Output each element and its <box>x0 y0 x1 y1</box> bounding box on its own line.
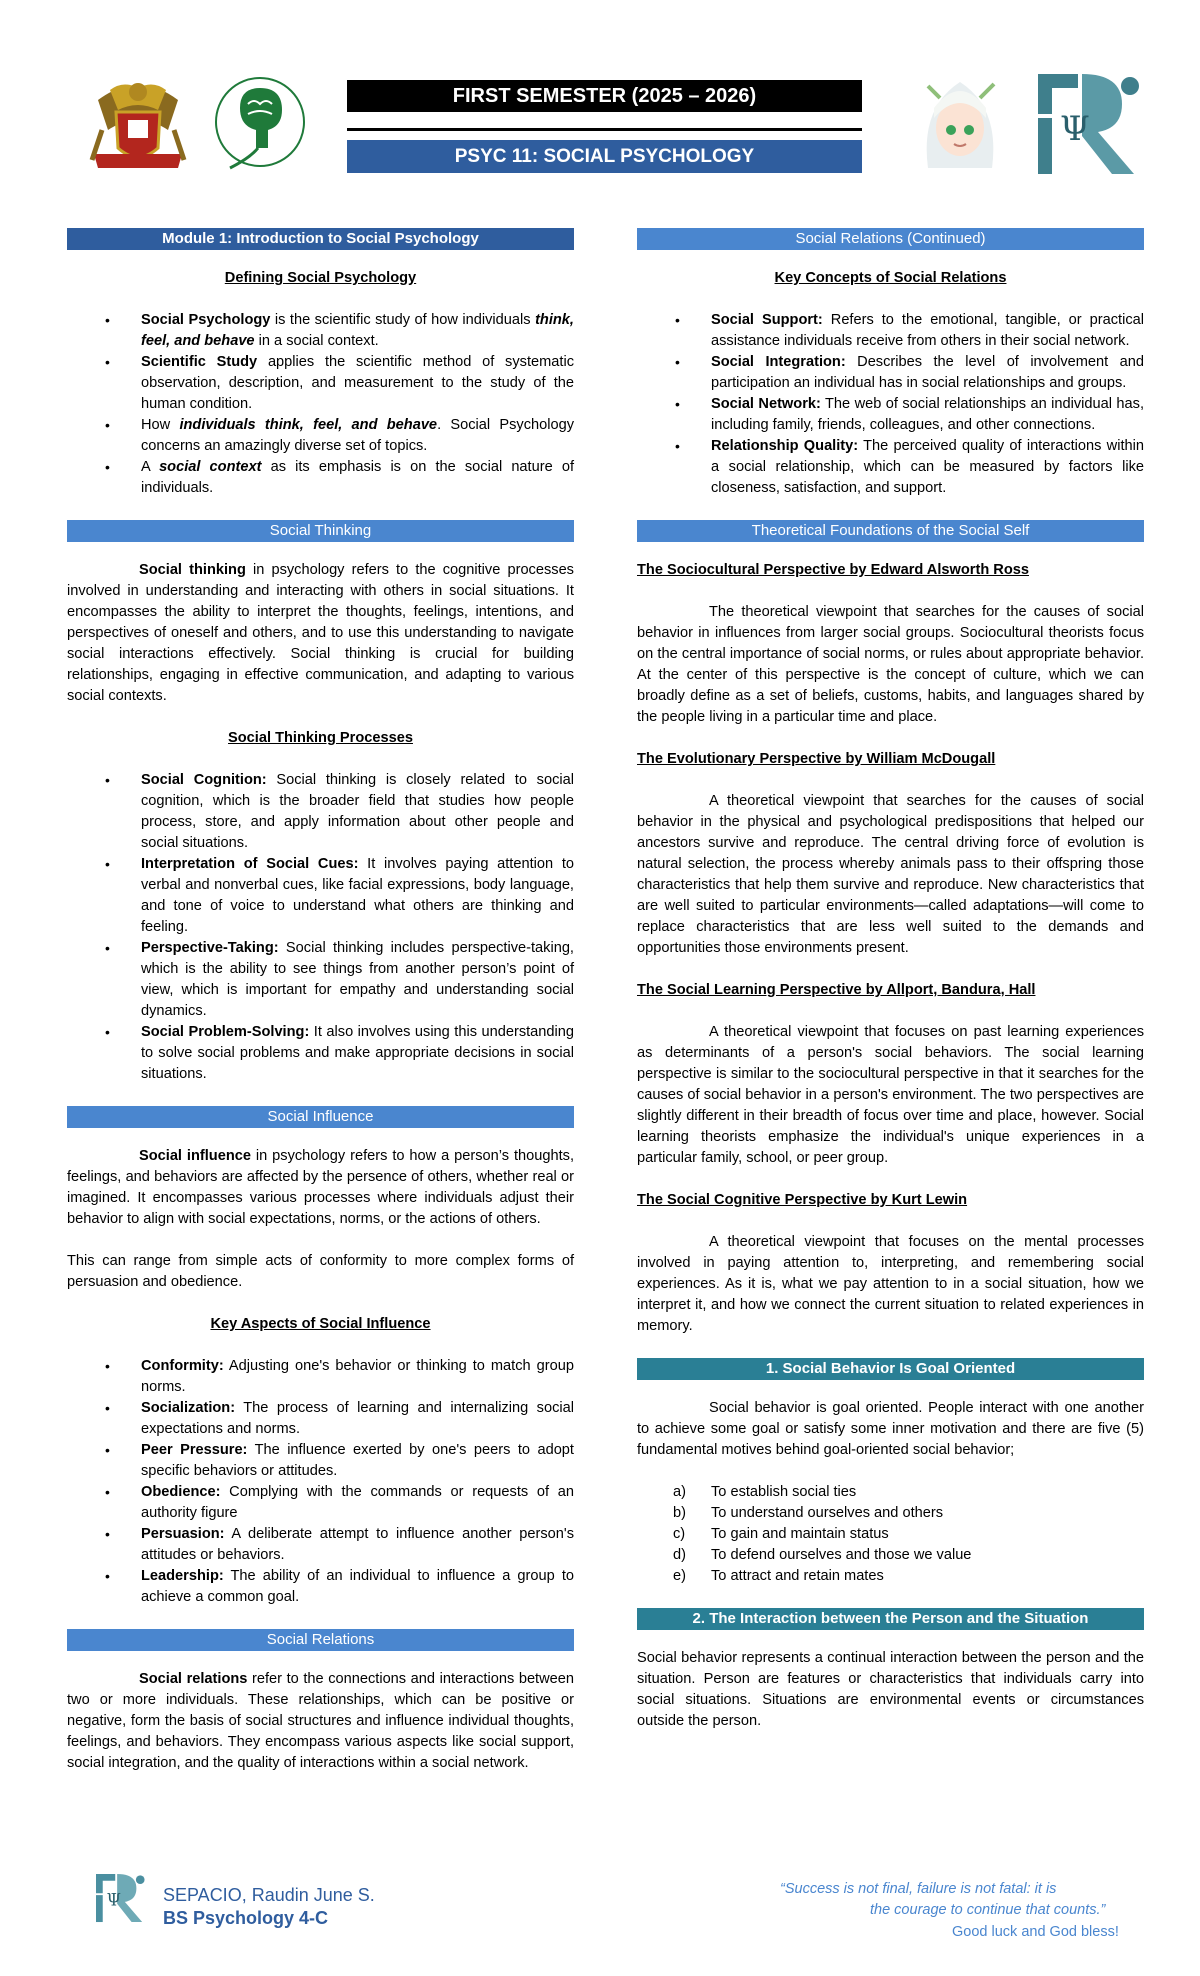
university-brain-logo-icon <box>210 68 310 180</box>
list-item: a) To establish social ties <box>673 1484 857 1500</box>
semester-banner: FIRST SEMESTER (2025 – 2026) <box>347 80 862 112</box>
quote-line-1: “Success is not final, failure is not fatal: it is <box>780 1881 1057 1897</box>
goal-oriented-paragraph: Social behavior is goal oriented. People interact with one another to achieve some goal or satisfy some inner motivation and there are five (5) fundamental motives behind goal-oriented social behavior; <box>637 1400 1144 1458</box>
header-divider <box>347 128 862 131</box>
perspective-text-sociocultural: The theoretical viewpoint that searches for the causes of social behavior in influences from larger social groups. Sociocultural theorists focus on the central importance of social norms, or rules about appropriate behavior. At the center of this perspective is the concept of culture, which we can broadly define as a set of beliefs, customs, habits, and languages shared by the people living in a particular time and place. <box>637 604 1144 725</box>
author-course: BS Psychology 4-C <box>163 1908 329 1928</box>
social-influence-paragraph: Social influence in psychology refers to how a person’s thoughts, feelings, and behaviors are affected by the persence of others, whether real or imagined. It encompasses various processes where individuals adjust their behavior to align with social expectations, norms, or the actions of others. <box>67 1148 574 1227</box>
motives-list <box>637 1482 1144 1587</box>
foundations-band: Theoretical Foundations of the Social Self <box>637 520 1144 542</box>
list-item: • Peer Pressure: The influence exerted by one's peers to adopt specific behaviors or attitudes. <box>67 1440 574 1482</box>
concepts-title: Key Concepts of Social Relations <box>774 270 1007 286</box>
concepts-list <box>637 310 1144 499</box>
list-item: • Interpretation of Social Cues: It involves paying attention to verbal and nonverbal cues, like facial expressions, body language, and tone of voice to understand what others are thinking and feeling. <box>67 854 574 938</box>
list-item: • Social Psychology is the scientific study of how individuals think, feel, and behave in a social context. <box>67 310 574 352</box>
left-column <box>67 228 574 1795</box>
perspective-title-evolutionary: The Evolutionary Perspective by William McDougall <box>637 751 996 767</box>
list-item: d) To defend ourselves and those we value <box>673 1547 972 1563</box>
perspective-title-sociocultural: The Sociocultural Perspective by Edward Alsworth Ross <box>637 562 1029 578</box>
perspective-title-social-cognitive: The Social Cognitive Perspective by Kurt Lewin <box>637 1192 968 1208</box>
defining-list <box>67 310 574 499</box>
svg-text:Ψ: Ψ <box>1060 109 1090 149</box>
perspective-text-evolutionary: A theoretical viewpoint that searches for the causes of social behavior in the physical and psychological predispositions that helped our ancestors survive and reproduce. The central driving force of evolution is natural selection, the process whereby animals pass to their offspring those characteristics that help them survive and reproduce. New characteristics that are well suited to particular environments—called adaptations—will come to replace characteristics that are less well suited to the demands and opportunities those environments present. <box>637 793 1144 956</box>
footer-psi-logo-icon <box>96 1872 146 1924</box>
module-title-band: Module 1: Introduction to Social Psychology <box>67 228 574 250</box>
list-item: c) To gain and maintain status <box>673 1526 889 1542</box>
list-item: e) To attract and retain mates <box>673 1568 884 1584</box>
list-item: • Socialization: The process of learning and internalizing social expectations and norms. <box>67 1398 574 1440</box>
processes-title: Social Thinking Processes <box>228 730 413 746</box>
list-item: • Obedience: Complying with the commands or requests of an authority figure <box>67 1482 574 1524</box>
list-item: • Social Problem-Solving: It also involves using this understanding to solve social problems and make appropriate decisions in social situations. <box>67 1022 574 1085</box>
university-seal-icon <box>88 70 188 178</box>
social-relations-band: Social Relations <box>67 1629 574 1651</box>
closing-message: Good luck and God bless! <box>952 1924 1119 1940</box>
list-item: • Perspective-Taking: Social thinking includes perspective-taking, which is the ability to see things from another person’s point of view, which is important for empathy and understanding social dynamics. <box>67 938 574 1022</box>
perspective-title-social-learning: The Social Learning Perspective by Allport, Bandura, Hall <box>637 982 1036 998</box>
anime-character-icon <box>910 68 1010 176</box>
person-situation-band: 2. The Interaction between the Person and the Situation <box>637 1608 1144 1630</box>
aspects-list <box>67 1356 574 1608</box>
social-influence-paragraph-2: This can range from simple acts of conformity to more complex forms of persuasion and obedience. <box>67 1253 574 1290</box>
defining-title: Defining Social Psychology <box>224 270 417 286</box>
social-thinking-paragraph: Social thinking in psychology refers to the cognitive processes involved in understanding and interacting with others in social situations. It encompasses the ability to interpret the thoughts, feelings, intentions, and perspectives of oneself and others, and to use this understanding to navigate social interactions effectively. Social thinking is crucial for building relationships, engaging in effective communication, and adapting to various social contexts. <box>67 562 574 704</box>
list-item: • Scientific Study applies the scientific method of systematic observation, description, and measurement to the study of the human condition. <box>67 352 574 415</box>
social-relations-paragraph: Social relations refer to the connections and interactions between two or more individuals. These relationships, which can be positive or negative, form the basis of social structures and influence individual thoughts, feelings, and behaviors. They encompass various aspects like social support, social integration, and the quality of interactions within a social network. <box>67 1671 574 1771</box>
right-column <box>637 228 1144 1753</box>
goal-oriented-band: 1. Social Behavior Is Goal Oriented <box>637 1358 1144 1380</box>
list-item: b) To understand ourselves and others <box>673 1505 944 1521</box>
list-item: • Conformity: Adjusting one's behavior or thinking to match group norms. <box>67 1356 574 1398</box>
perspective-text-social-cognitive: A theoretical viewpoint that focuses on the mental processes involved in paying attention to, interpreting, and remembering social experiences. As it is, what we pay attention to in a social situation, how we interpret it, and how we connect the current situation to related experiences in memory. <box>637 1234 1144 1334</box>
relations-continued-band: Social Relations (Continued) <box>637 228 1144 250</box>
list-item: • Relationship Quality: The perceived quality of interactions within a social relationship, which can be measured by factors like closeness, satisfaction, and support. <box>637 436 1144 499</box>
list-item: • Leadership: The ability of an individual to influence a group to achieve a common goal. <box>67 1566 574 1608</box>
list-item: • Social Cognition: Social thinking is closely related to social cognition, which is the broader field that studies how people process, store, and apply information about other people and social situations. <box>67 770 574 854</box>
social-thinking-band: Social Thinking <box>67 520 574 542</box>
processes-list <box>67 770 574 1085</box>
course-banner: PSYC 11: SOCIAL PSYCHOLOGY <box>347 140 862 173</box>
list-item: • Social Network: The web of social relationships an individual has, including family, friends, colleagues, and other connections. <box>637 394 1144 436</box>
author-name: SEPACIO, Raudin June S. <box>163 1885 375 1905</box>
list-item: • Social Support: Refers to the emotional, tangible, or practical assistance individuals receive from others in their social network. <box>637 310 1144 352</box>
psi-logo-icon <box>1038 74 1142 174</box>
list-item: • A social context as its emphasis is on the social nature of individuals. <box>67 457 574 499</box>
quote-line-2: the courage to continue that counts.” <box>870 1902 1106 1918</box>
perspective-text-social-learning: A theoretical viewpoint that focuses on past learning experiences as determinants of a person's social behaviors. The social learning perspective is similar to the sociocultural perspective in that it searches for the causes of social behavior in a person's environment. The two perspectives are slightly different in their breadth of focus over time and place, however. Social learning theorists emphasize the individual's unique experiences in a particular family, school, or peer group. <box>637 1024 1144 1166</box>
person-situation-paragraph: Social behavior represents a continual interaction between the person and the situation. Person are features or characteristics that individuals carry into social situations. Situations are environmental events or circumstances outside the person. <box>637 1650 1144 1729</box>
social-influence-band: Social Influence <box>67 1106 574 1128</box>
aspects-title: Key Aspects of Social Influence <box>210 1316 431 1332</box>
list-item: • Social Integration: Describes the level of involvement and participation an individual has in social relationships and groups. <box>637 352 1144 394</box>
list-item: • How individuals think, feel, and behave. Social Psychology concerns an amazingly diverse set of topics. <box>67 415 574 457</box>
svg-text:Ψ: Ψ <box>106 1890 121 1910</box>
list-item: • Persuasion: A deliberate attempt to influence another person's attitudes or behaviors. <box>67 1524 574 1566</box>
